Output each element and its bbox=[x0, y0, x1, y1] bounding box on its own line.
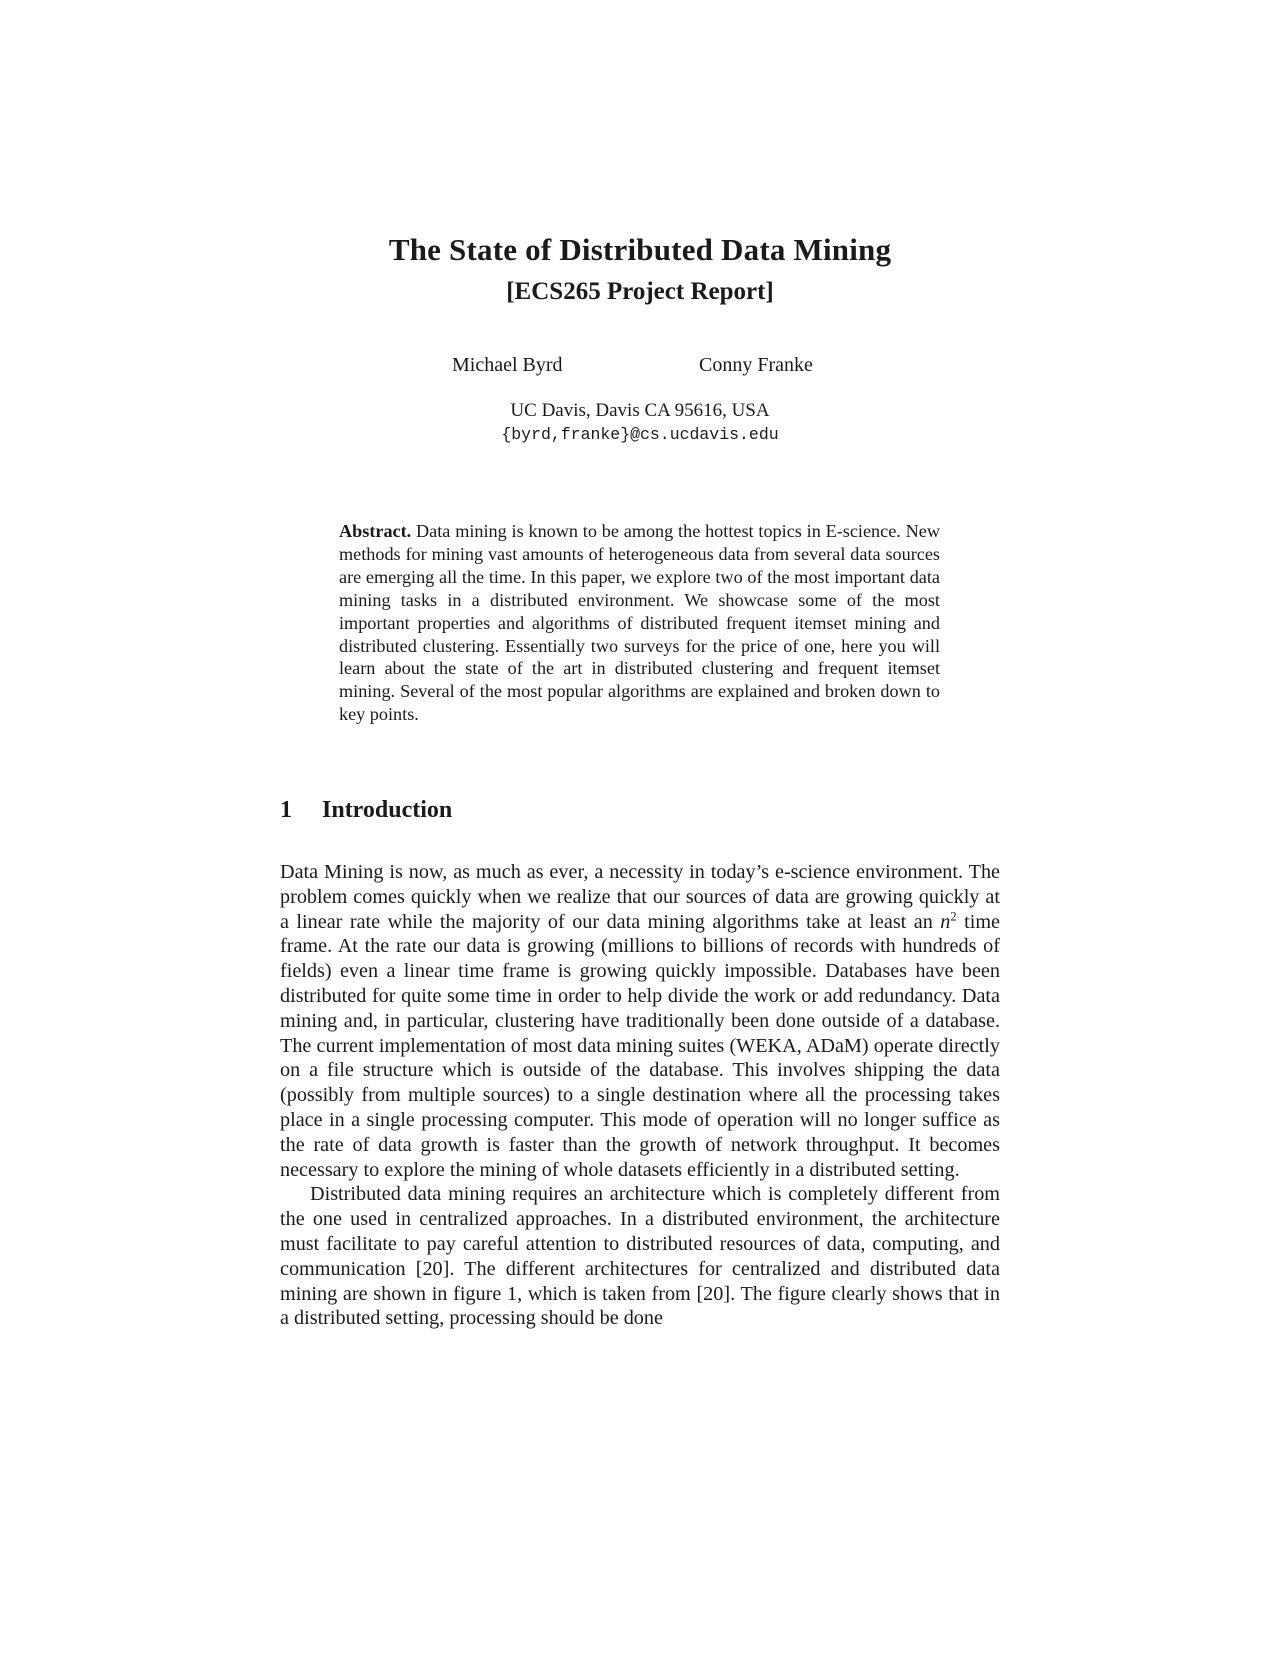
paper-subtitle: [ECS265 Project Report] bbox=[506, 278, 774, 305]
paper-title: The State of Distributed Data Mining bbox=[388, 232, 892, 267]
section-title: Introduction bbox=[322, 797, 453, 823]
paragraph bbox=[280, 860, 1000, 1182]
abstract bbox=[339, 520, 940, 726]
author-name: Michael Byrd bbox=[452, 354, 563, 376]
math-variable: n bbox=[940, 910, 951, 933]
paragraph: Distributed data mining requires an architecture which is completely different from the one used in centralized approaches. In a distributed environment, the architecture must facilitate to pay careful attention to distributed resources of data, computing, and communication [20]. The different architectures for centralized and distributed data mining are shown in figure 1, which is taken from [20]. The figure clearly shows that in a distributed setting, processing should be done bbox=[280, 1183, 1000, 1330]
abstract-text: Data mining is known to be among the hottest topics in E-science. New methods for mining vast amounts of heterogeneous data from several data sources are emerging all the time. In this paper, we explore two of the most important data mining tasks in a distributed environment. We showcase some of the most important properties and algorithms of distributed frequent itemset mining and distributed clustering. Essentially two surveys for the price of one, here you will learn about the state of the art in distributed clustering and frequent itemset mining. Several of the most popular algorithms are explained and broken down to key points. bbox=[339, 521, 940, 725]
author-email: {byrd,franke}@cs.ucdavis.edu bbox=[501, 425, 779, 444]
abstract-label: Abstract. bbox=[339, 521, 412, 541]
section-number: 1 bbox=[280, 797, 292, 823]
math-exponent: 2 bbox=[950, 908, 957, 923]
author-name: Conny Franke bbox=[699, 354, 813, 376]
author-affiliation: UC Davis, Davis CA 95616, USA bbox=[510, 400, 770, 421]
paragraph-text: time frame. At the rate our data is growing (millions to billions of records with hundreds of fields) even a linear time frame is growing quickly impossible. Databases have been distributed for quite some time in order to help divide the work or add redundancy. Data mining and, in particular, clustering have traditionally been done outside of a database. The current implementation of most data mining suites (WEKA, ADaM) operate directly on a file structure which is outside of the database. This involves shipping the data (possibly from multiple sources) to a single destination where all the processing takes place in a single processing computer. This mode of operation will no longer suffice as the rate of data growth is faster than the growth of network throughput. It becomes necessary to explore the mining of whole datasets efficiently in a distributed setting. bbox=[280, 910, 1000, 1181]
section-heading bbox=[280, 797, 452, 824]
section-body bbox=[280, 860, 1000, 1331]
paragraph-text: Data Mining is now, as much as ever, a necessity in today’s e-science environment. The problem comes quickly when we realize that our sources of data are growing quickly at a linear rate while the majority of our data mining algorithms take at least an bbox=[280, 861, 1000, 933]
